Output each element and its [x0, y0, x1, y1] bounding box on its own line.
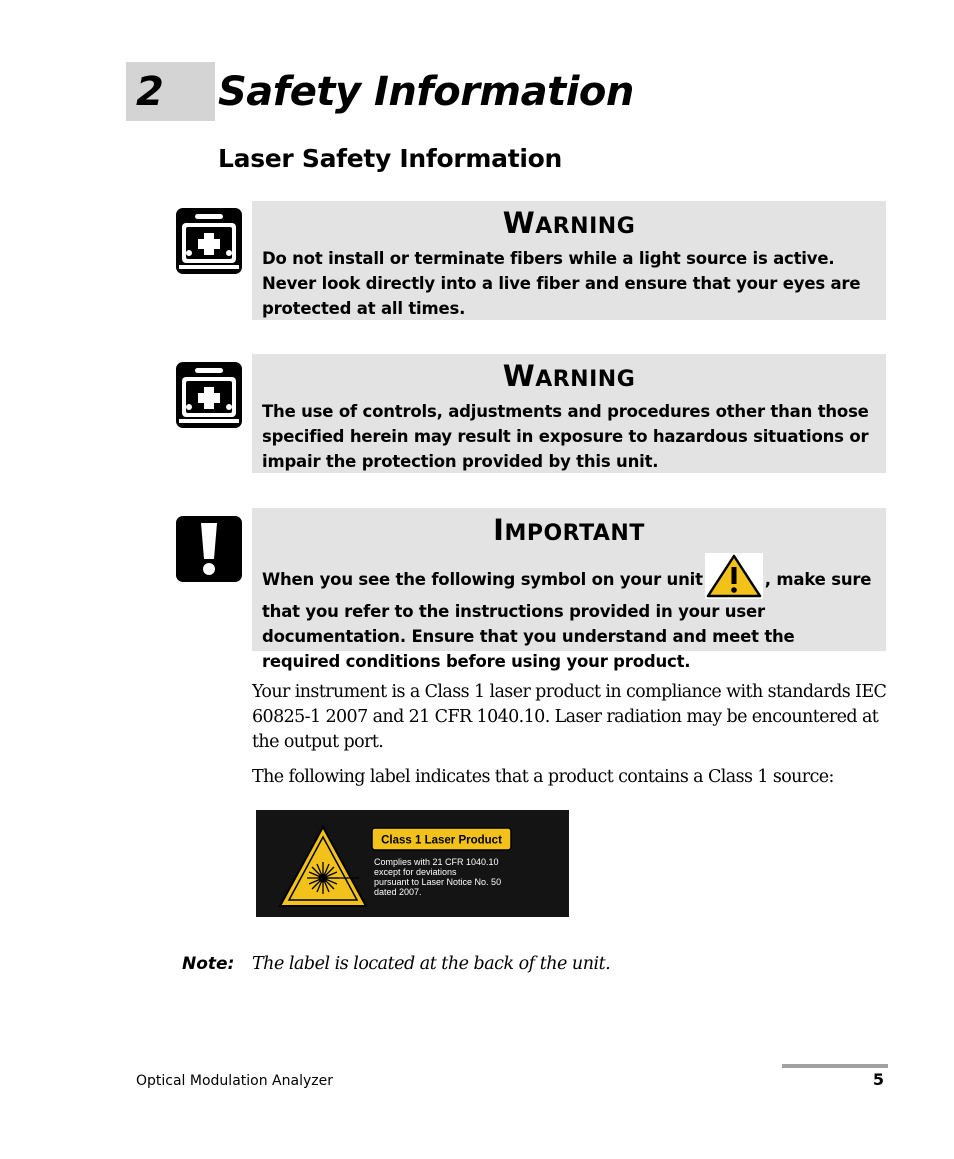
warning-heading: WARNING: [502, 359, 636, 393]
important-text: When you see the following symbol on your unit , make sure that you refer to the instructions provided in your user documentation. Ensure that you understand and meet the required conditions before using your product.: [262, 553, 876, 674]
footer-product-name: Optical Modulation Analyzer: [136, 1073, 333, 1089]
laser-class-paragraph: Your instrument is a Class 1 laser product in compliance with standards IEC 60825-1 2007 and 21 CFR 1040.10. Laser radiation may be encountered at the output port.: [252, 682, 887, 752]
laser-label-line: dated 2007.: [374, 887, 422, 897]
footer-rule: [782, 1064, 888, 1068]
label-intro-paragraph: The following label indicates that a product contains a Class 1 source:: [252, 767, 834, 787]
note-label: Note:: [182, 954, 235, 974]
laser-label-title: Class 1 Laser Product: [381, 834, 502, 847]
warning-text: The use of controls, adjustments and procedures other than those specified herein may result in exposure to hazardous situations or impair the protection provided by this unit.: [262, 402, 869, 471]
ambulance-icon: [175, 361, 243, 429]
important-heading: IMPORTANT: [493, 513, 645, 547]
note-text: The label is located at the back of the unit.: [252, 954, 611, 974]
class-1-laser-label: [256, 810, 569, 917]
page-number: 5: [872, 1070, 884, 1089]
important-callout: [252, 508, 886, 671]
warning-heading: WARNING: [502, 206, 636, 240]
chapter-title: Safety Information: [218, 69, 634, 115]
warning-callout: [252, 354, 886, 473]
warning-triangle-icon: [705, 553, 763, 599]
laser-label-line: pursuant to Laser Notice No. 50: [374, 877, 502, 887]
exclamation-icon: [175, 515, 243, 583]
ambulance-icon: [175, 207, 243, 275]
warning-text: Do not install or terminate fibers while a light source is active. Never look directly into a live fiber and ensure that your eyes are protected at all times.: [262, 249, 861, 318]
chapter-number: 2: [136, 69, 164, 115]
section-title: Laser Safety Information: [218, 144, 563, 173]
laser-label-line: Complies with 21 CFR 1040.10: [374, 857, 499, 867]
laser-label-line: except for deviations: [374, 867, 457, 877]
warning-callout: [252, 201, 886, 320]
